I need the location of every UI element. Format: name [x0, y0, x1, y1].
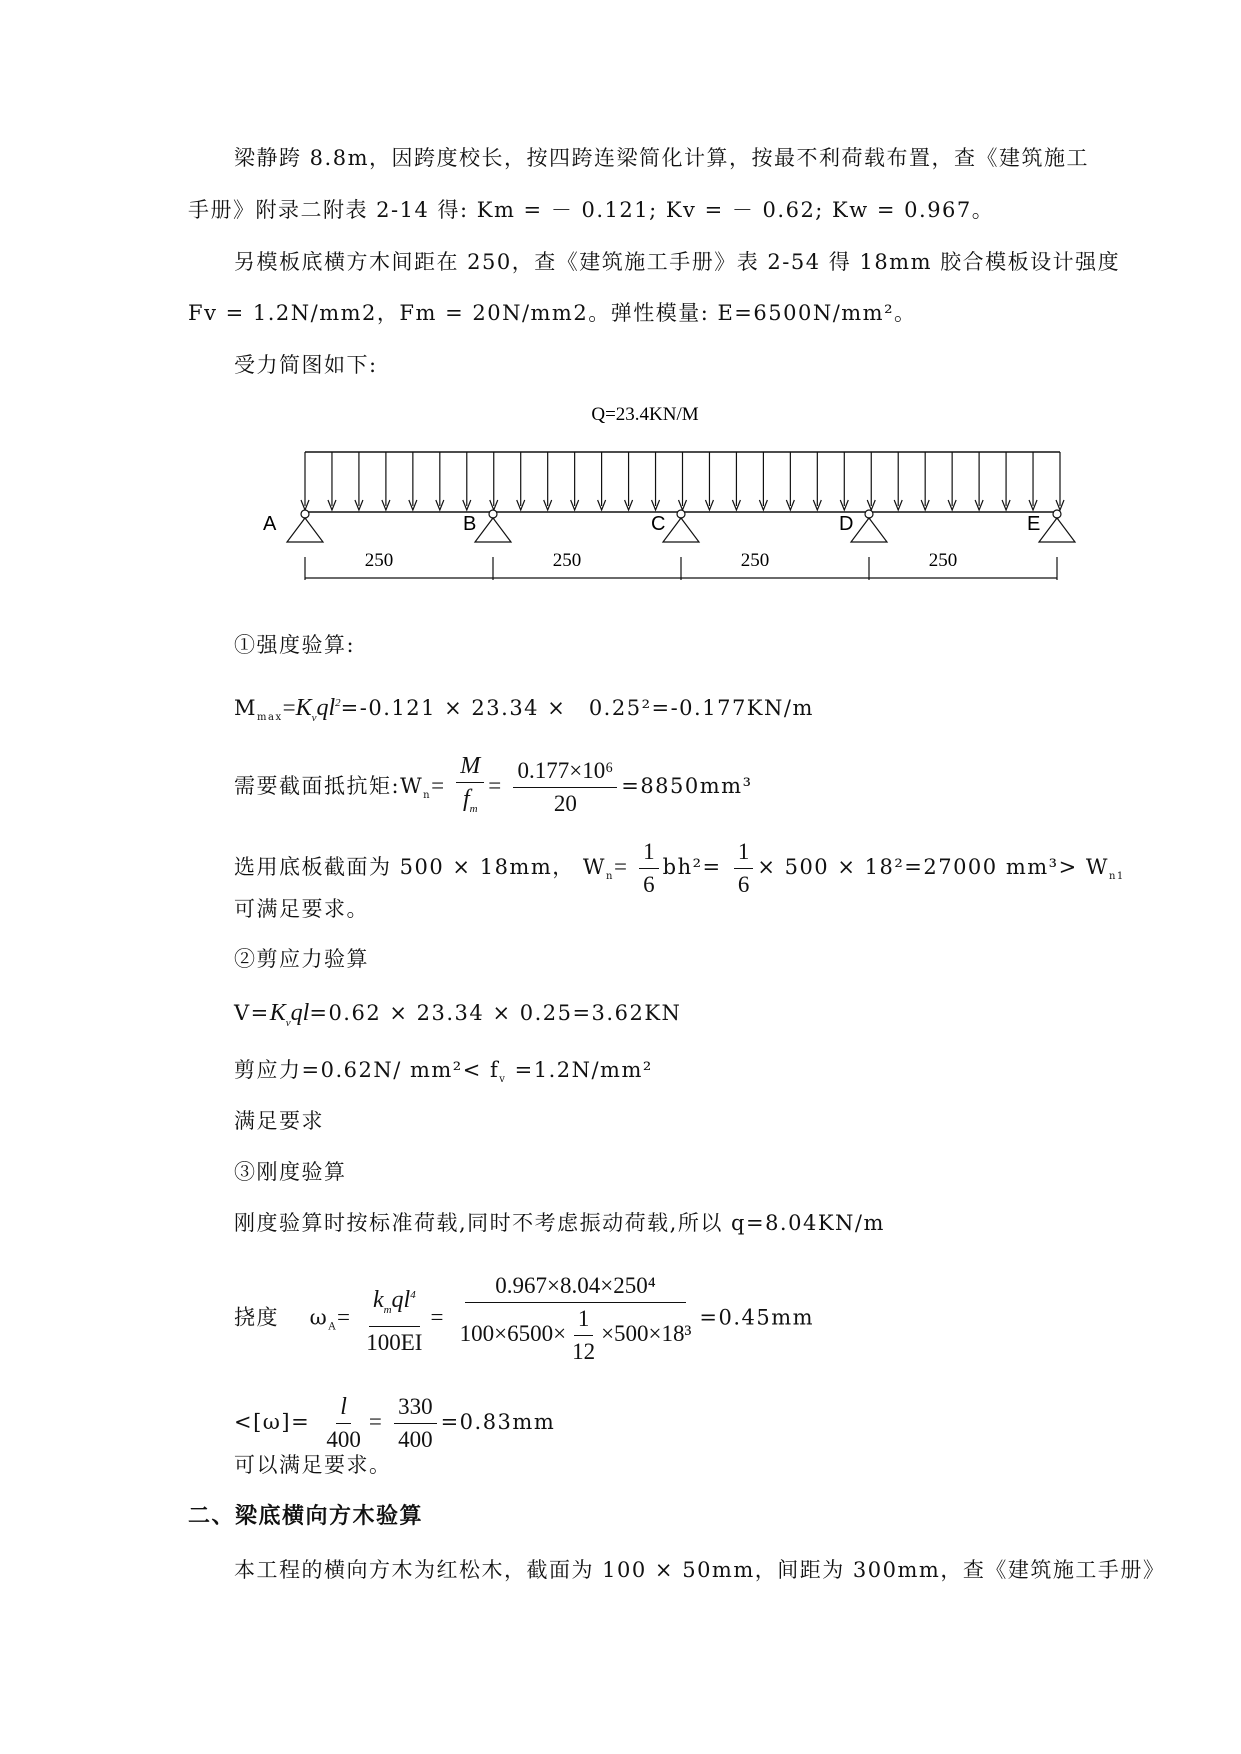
support-hinge — [489, 510, 497, 518]
paragraph-2-line-2: Fv = 1.2N/mm2，Fm = 20N/mm2。弹性模量: E=6500N/mm²。 — [188, 301, 917, 325]
load-label: Q=23.4KN/M — [591, 404, 699, 425]
support-triangle — [1039, 518, 1075, 542]
mmax-formula: $M_{max}=K_vql^2=-0.121 \times 23.34$ × 0.25²=-0.177KN/m — [234, 695, 814, 724]
support-hinge — [677, 510, 685, 518]
paragraph-3: 受力简图如下: — [234, 353, 378, 377]
strength-ok: 可满足要求。 — [234, 897, 369, 921]
strength-title: ①强度验算: — [234, 633, 356, 657]
distributed-load-arrows — [301, 452, 1064, 510]
paragraph-1-line-1: 梁静跨 8.8m，因跨度校长，按四跨连梁简化计算，按最不利荷载布置，查《建筑施工 — [234, 146, 1089, 170]
support-triangle — [851, 518, 887, 542]
supports — [263, 510, 1075, 542]
section-2-line-1: 本工程的横向方木为红松木，截面为 100 × 50mm，间距为 300mm，查《建筑施工手册》 — [234, 1558, 1166, 1582]
support-label: A — [263, 513, 277, 535]
support-hinge — [301, 510, 309, 518]
deflection-limit-formula: <[ω]= $\frac{l}{400}$ = $\frac{330}{400}$ =0.83mm — [234, 1394, 556, 1452]
span-length-label: 250 — [552, 550, 582, 571]
w-formula: 需要截面抵抗矩$:W_n=$ $\frac{M}{f_m}$ = $\frac{\text{0.177×10⁶}}{20}$ =8850mm³ — [234, 753, 753, 816]
section-selection-formula: 选用底板截面为 500 × 18mm， $W_n=$ $\frac{1}{6}$ bh²= $\frac{1}{6}$ × 500 × 18²=27000 $mm^3> W_{n1}$ — [234, 839, 1125, 897]
support-label: C — [651, 513, 666, 535]
stiffness-title: ③刚度验算 — [234, 1160, 347, 1184]
stiffness-ok: 可以满足要求。 — [234, 1453, 392, 1477]
shear-stress-line: 剪应力=0.62N/ $mm^2< f_v =1.2N/mm^2$ — [234, 1058, 653, 1086]
shear-v-formula: $V=K_vql=0.62 \times 23.34 \times 0.25=3.62KN$ — [234, 1000, 682, 1029]
support-label: B — [463, 513, 477, 535]
paragraph-1-line-2: 手册》附录二附表 2-14 得: Km = － 0.121; Kv = － 0.62; Kw = 0.967。 — [188, 198, 995, 222]
span-length-label: 250 — [740, 550, 770, 571]
span-length-label: 250 — [928, 550, 958, 571]
span-length-label: 250 — [364, 550, 394, 571]
section-2-heading: 二、梁底横向方木验算 — [188, 1504, 424, 1529]
support-hinge — [1053, 510, 1061, 518]
support-triangle — [663, 518, 699, 542]
beam-load-diagram — [0, 0, 1241, 600]
stiffness-note: 刚度验算时按标准荷载,同时不考虑振动荷载,所以 q=8.04KN/m — [234, 1211, 885, 1235]
support-label: D — [839, 513, 854, 535]
support-triangle — [475, 518, 511, 542]
support-hinge — [865, 510, 873, 518]
deflection-formula: 挠度 $\omega_A=$ $\frac{k_mql^4}{100EI}$ = 0.967×8.04×250⁴ 100×6500× $\frac{1}{12}$ ×500×18³ =0.45mm — [234, 1273, 815, 1364]
shear-title: ②剪应力验算 — [234, 947, 369, 971]
shear-ok: 满足要求 — [234, 1109, 324, 1133]
span-dimensions — [305, 550, 1057, 580]
support-triangle — [287, 518, 323, 542]
paragraph-2-line-1: 另模板底横方木间距在 250，查《建筑施工手册》表 2-54 得 18mm 胶合模板设计强度 — [234, 250, 1121, 274]
support-label: E — [1027, 513, 1041, 535]
